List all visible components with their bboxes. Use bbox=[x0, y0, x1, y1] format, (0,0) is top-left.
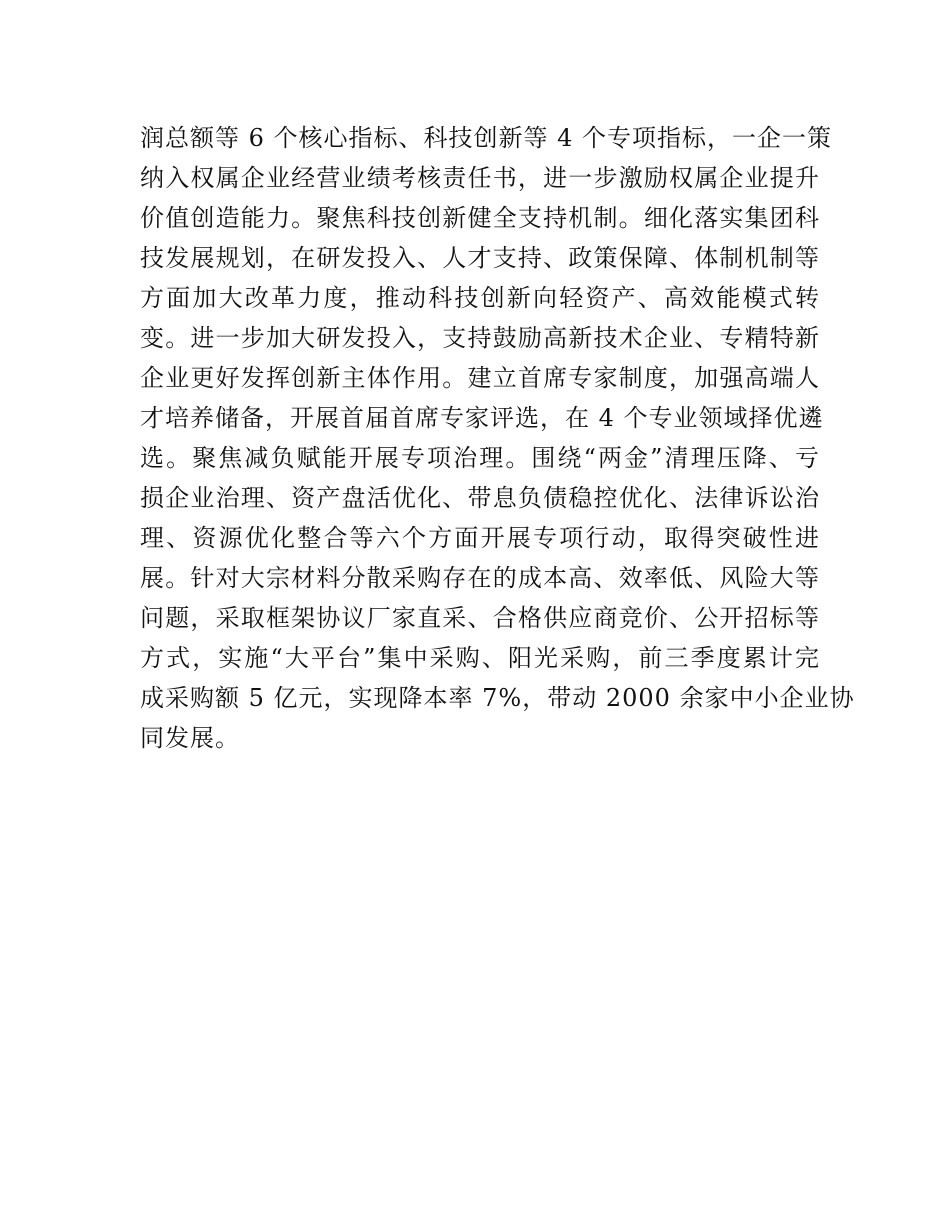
paragraph-line: 纳入权属企业经营业绩考核责任书，进一步激励权属企业提升 bbox=[140, 164, 820, 192]
paragraph-line: 润总额等 6 个核心指标、科技创新等 4 个专项指标，一企一策 bbox=[140, 124, 833, 152]
paragraph-line: 价值创造能力。聚焦科技创新健全支持机制。细化落实集团科 bbox=[140, 204, 820, 232]
paragraph-line: 展。针对大宗材料分散采购存在的成本高、效率低、风险大等 bbox=[140, 564, 820, 592]
paragraph-line: 方面加大改革力度，推动科技创新向轻资产、高效能模式转 bbox=[140, 284, 820, 312]
body-paragraph bbox=[140, 118, 855, 758]
paragraph-line: 同发展。 bbox=[140, 724, 240, 752]
paragraph-line: 问题，采取框架协议厂家直采、合格供应商竞价、公开招标等 bbox=[140, 604, 820, 632]
paragraph-line: 损企业治理、资产盘活优化、带息负债稳控优化、法律诉讼治 bbox=[140, 484, 820, 512]
paragraph-line: 方式，实施“大平台”集中采购、阳光采购，前三季度累计完 bbox=[140, 644, 820, 672]
paragraph-line: 成采购额 5 亿元，实现降本率 7%，带动 2000 余家中小企业协 bbox=[140, 684, 855, 712]
paragraph-line: 变。进一步加大研发投入，支持鼓励高新技术企业、专精特新 bbox=[140, 324, 820, 352]
paragraph-line: 选。聚焦减负赋能开展专项治理。围绕“两金”清理压降、亏 bbox=[140, 444, 820, 472]
paragraph-line: 才培养储备，开展首届首席专家评选，在 4 个专业领域择优遴 bbox=[140, 404, 824, 432]
paragraph-line: 理、资源优化整合等六个方面开展专项行动，取得突破性进 bbox=[140, 524, 820, 552]
paragraph-line: 企业更好发挥创新主体作用。建立首席专家制度，加强高端人 bbox=[140, 364, 820, 392]
paragraph-line: 技发展规划，在研发投入、人才支持、政策保障、体制机制等 bbox=[140, 244, 820, 272]
